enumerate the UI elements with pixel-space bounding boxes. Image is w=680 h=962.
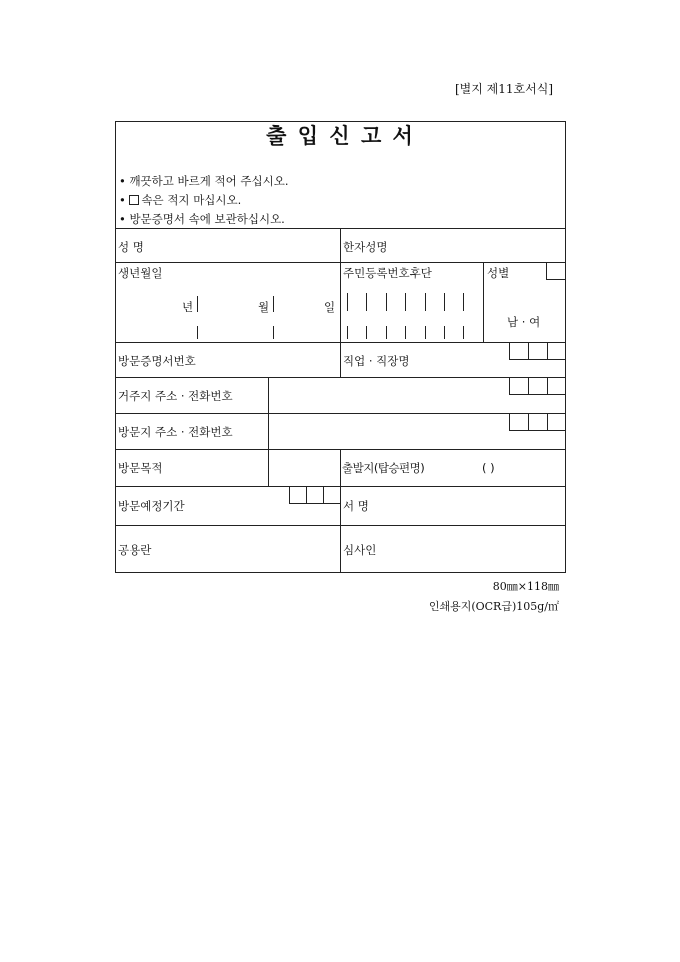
digit-tick [444,293,445,311]
visit-period-code-boxes[interactable] [289,486,341,504]
gender-label: 성별 [487,266,510,280]
occupation-label: 직업 · 직장명 [343,354,410,368]
purpose-label: 방문목적 [118,461,163,475]
code-divider [528,378,529,394]
residence-label: 거주지 주소 · 전화번호 [118,389,233,403]
visit-period-label: 방문예정기간 [118,499,185,513]
visit-address-code-boxes[interactable] [509,413,566,431]
bullet-icon: • [119,212,126,226]
checkbox-square-icon [129,195,139,205]
examiner-label: 심사인 [343,543,377,557]
signature-label: 서 명 [343,499,369,513]
digit-tick [405,293,406,311]
departure-label: 출발지(탑승편명) [342,461,425,475]
official-use-label: 공용란 [118,543,152,557]
code-divider [547,378,548,394]
code-divider [547,414,548,430]
instruction-2: • 속은 적지 마십시오. [119,193,242,207]
flight-no-field[interactable]: ( ) [482,461,495,475]
bullet-icon: • [119,193,126,207]
instruction-3: • 방문증명서 속에 보관하십시오. [119,212,285,226]
form-title: 출 입 신 고 서 [266,123,415,148]
gender-options[interactable]: 남 · 여 [507,315,541,329]
digit-tick [463,293,464,311]
name-label: 성 명 [118,240,144,254]
digit-tick [386,326,387,339]
digit-tick [386,293,387,311]
residence-code-boxes[interactable] [509,377,566,395]
visit-cert-no-input[interactable] [200,345,336,374]
column-divider [483,262,484,342]
signature-input[interactable] [380,489,562,522]
occupation-code-boxes[interactable] [509,342,566,360]
digit-tick [444,326,445,339]
resident-no-label: 주민등록번호후단 [343,266,432,280]
bullet-icon: • [119,174,126,188]
column-divider [340,449,341,573]
hanja-name-label: 한자성명 [343,240,388,254]
digit-tick [347,293,348,311]
digit-tick [425,326,426,339]
digit-tick [347,326,348,339]
paper-spec: 인쇄용지(OCR급)105g/㎡ [428,600,559,613]
digit-tick [366,293,367,311]
code-divider [323,487,324,503]
visit-address-label: 방문지 주소 · 전화번호 [118,425,233,439]
month-label: 월 [258,300,270,314]
day-label: 일 [324,300,336,314]
visit-address-input[interactable] [270,416,506,446]
purpose-input[interactable] [170,452,336,483]
residence-input[interactable] [270,380,506,410]
code-divider [547,343,548,359]
code-divider [306,487,307,503]
instruction-1: • 깨끗하고 바르게 적어 주십시오. [119,174,289,188]
digit-tick [425,293,426,311]
row-divider [115,413,566,414]
digit-tick [463,326,464,339]
code-divider [528,343,529,359]
digit-tick [405,326,406,339]
visit-cert-no-label: 방문증명서번호 [118,354,196,368]
birth-date-label: 생년월일 [118,266,163,280]
row-divider [115,377,566,378]
year-label: 년 [182,300,194,314]
birth-date-input[interactable] [120,286,336,338]
form-size: 80㎜×118㎜ [492,580,559,593]
digit-tick [366,326,367,339]
resident-no-input[interactable] [347,293,472,340]
gender-code-box[interactable] [546,262,566,280]
form-reference: [별지 제11호서식] [455,82,553,96]
code-divider [528,414,529,430]
occupation-input[interactable] [430,345,506,374]
